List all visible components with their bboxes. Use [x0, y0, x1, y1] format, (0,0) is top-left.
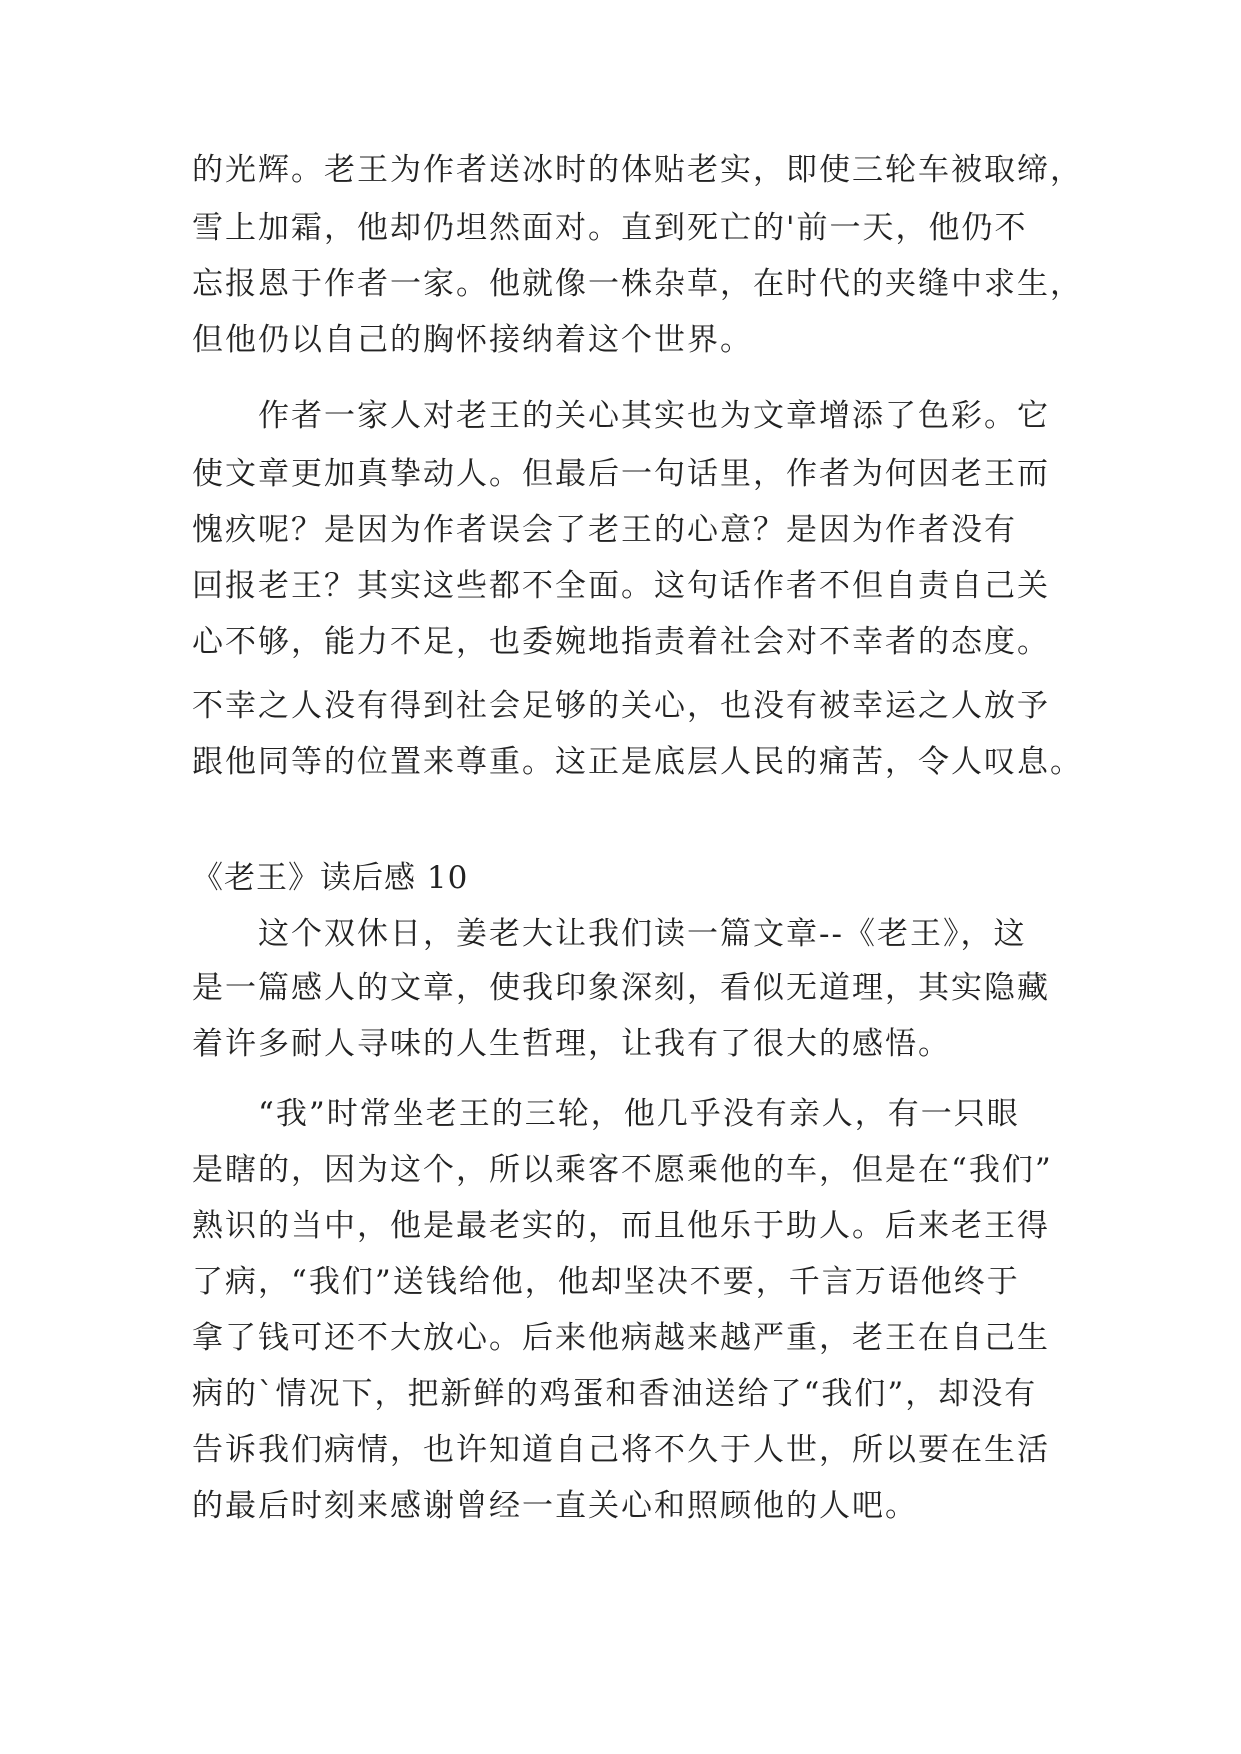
paragraph-line: 的光辉。老王为作者送冰时的体贴老实，即使三轮车被取缔，	[192, 152, 1083, 188]
paragraph-line: 雪上加霜，他却仍坦然面对。直到死亡的'前一天，他仍不	[192, 210, 1028, 246]
paragraph-line: 回报老王？其实这些都不全面。这句话作者不但自责自己关	[192, 568, 1050, 604]
paragraph-line: 拿了钱可还不大放心。后来他病越来越严重，老王在自己生	[192, 1320, 1050, 1356]
paragraph-line: 是瞎的，因为这个，所以乘客不愿乘他的车，但是在“我们”	[192, 1152, 1053, 1188]
paragraph-line: 不幸之人没有得到社会足够的关心，也没有被幸运之人放予	[192, 688, 1050, 724]
paragraph-line: 使文章更加真挚动人。但最后一句话里，作者为何因老王而	[192, 456, 1050, 492]
paragraph-line: 这个双休日，姜老大让我们读一篇文章--《老王》，这	[192, 916, 1027, 952]
section-heading: 《老王》读后感 10	[192, 860, 469, 896]
paragraph-line: 是一篇感人的文章，使我印象深刻，看似无道理，其实隐藏	[192, 970, 1050, 1006]
paragraph-line: 但他仍以自己的胸怀接纳着这个世界。	[192, 322, 753, 358]
paragraph-line: 愧疚呢？是因为作者误会了老王的心意？是因为作者没有	[192, 512, 1017, 548]
paragraph-line: 病的`情况下，把新鲜的鸡蛋和香油送给了“我们”，却没有	[192, 1376, 1038, 1412]
paragraph-line: 的最后时刻来感谢曾经一直关心和照顾他的人吧。	[192, 1488, 918, 1524]
paragraph-line: “我”时常坐老王的三轮，他几乎没有亲人，有一只眼	[192, 1096, 1020, 1132]
paragraph-line: 跟他同等的位置来尊重。这正是底层人民的痛苦，令人叹息。	[192, 744, 1083, 780]
paragraph-line: 熟识的当中，他是最老实的，而且他乐于助人。后来老王得	[192, 1208, 1050, 1244]
paragraph-line: 心不够，能力不足，也委婉地指责着社会对不幸者的态度。	[192, 624, 1050, 660]
paragraph-line: 忘报恩于作者一家。他就像一株杂草，在时代的夹缝中求生，	[192, 266, 1083, 302]
paragraph-line: 告诉我们病情，也许知道自己将不久于人世，所以要在生活	[192, 1432, 1050, 1468]
paragraph-line: 着许多耐人寻味的人生哲理，让我有了很大的感悟。	[192, 1026, 951, 1062]
paragraph-line: 了病，“我们”送钱给他，他却坚决不要，千言万语他终于	[192, 1264, 1020, 1300]
paragraph-line: 作者一家人对老王的关心其实也为文章增添了色彩。它	[192, 398, 1050, 434]
